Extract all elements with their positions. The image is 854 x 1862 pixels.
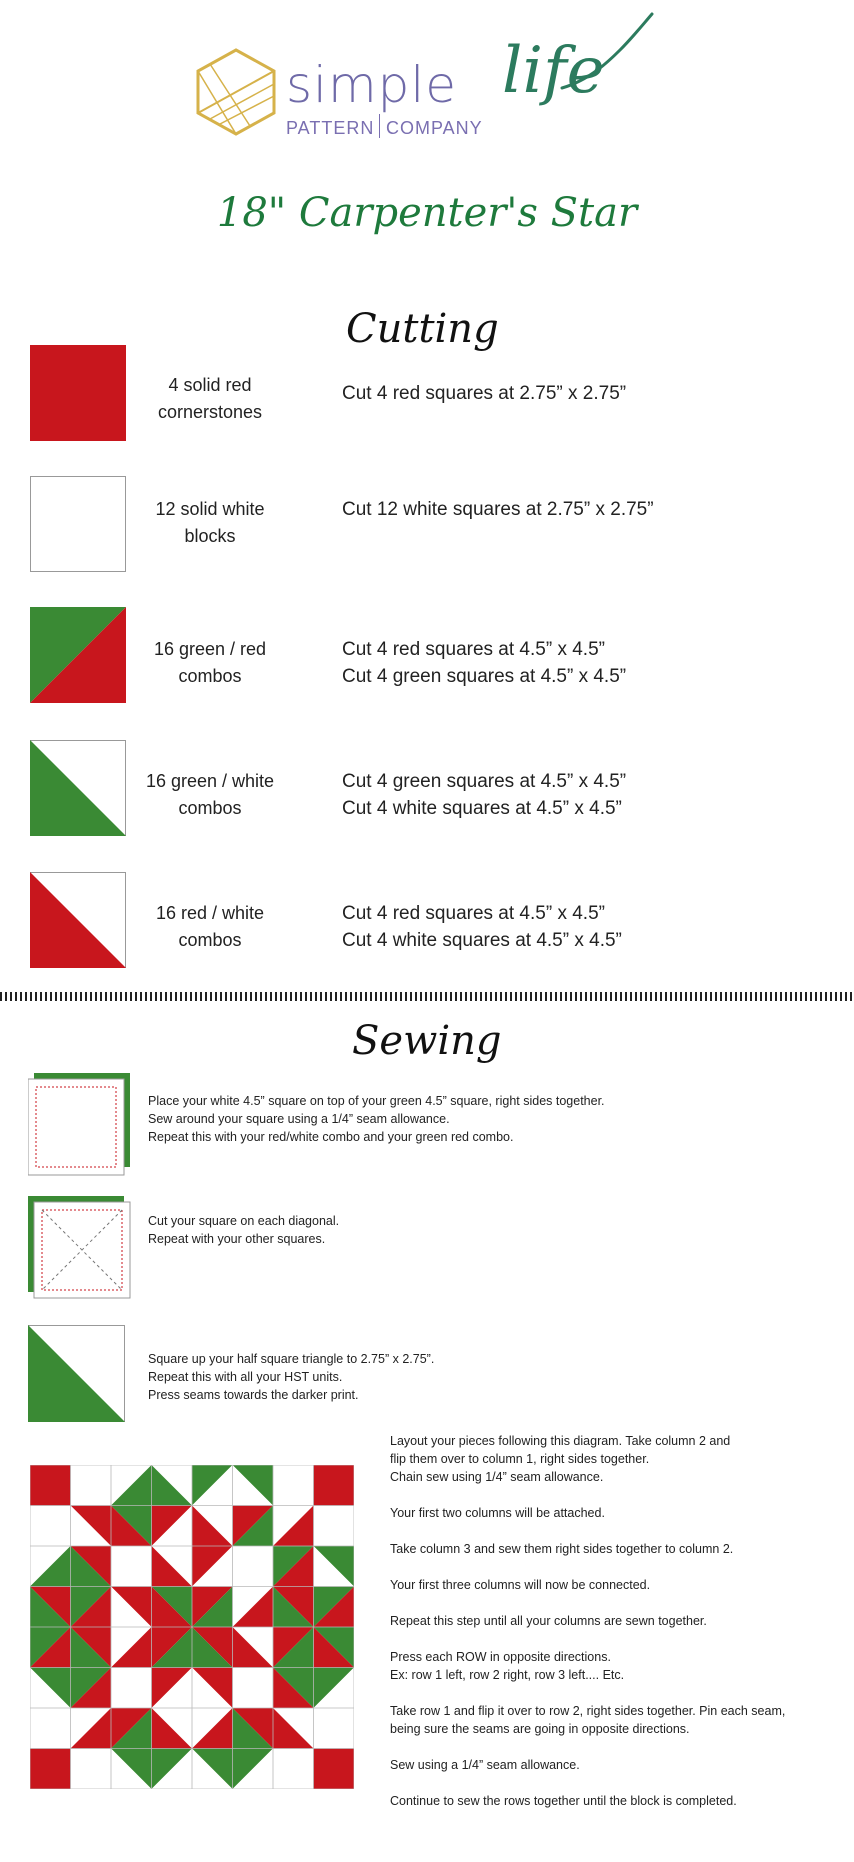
quilt-block	[152, 1546, 193, 1587]
cutting-heading: Cutting	[346, 306, 499, 352]
quilt-block	[233, 1749, 274, 1790]
cut-label: 16 green / white combos	[145, 771, 275, 818]
quilt-block	[233, 1708, 274, 1749]
quilt-block	[111, 1546, 152, 1587]
logo-hexagon-icon	[190, 46, 282, 138]
quilt-block	[30, 1749, 71, 1790]
quilt-block	[273, 1546, 314, 1587]
logo-sub-company: COMPANY	[386, 118, 483, 138]
quilt-block	[111, 1668, 152, 1709]
quilt-block	[152, 1587, 193, 1628]
quilt-block	[233, 1546, 274, 1587]
quilt-block	[30, 1668, 71, 1709]
quilt-block	[152, 1708, 193, 1749]
quilt-block	[273, 1708, 314, 1749]
logo-word-simple: simple	[286, 56, 458, 114]
quilt-block	[233, 1668, 274, 1709]
cut-label: 12 solid white blocks	[155, 499, 265, 546]
quilt-block	[111, 1627, 152, 1668]
quilt-block	[192, 1627, 233, 1668]
quilt-block	[273, 1587, 314, 1628]
sewing-heading: Sewing	[352, 1018, 502, 1064]
cut-label: 16 green / red combos	[153, 639, 267, 686]
sew-step-text: Cut your square on each diagonal. Repeat with your other squares.	[148, 1214, 340, 1246]
cut-swatch-green-red	[30, 607, 126, 703]
page-title: 18" Carpenter's Star	[216, 190, 638, 236]
cut-instruction: Cut 4 red squares at 4.5” x 4.5” Cut 4 white squares at 4.5” x 4.5”	[342, 903, 622, 951]
quilt-block	[192, 1587, 233, 1628]
section-divider	[0, 992, 854, 1001]
quilt-block	[273, 1506, 314, 1547]
quilt-block	[71, 1749, 112, 1790]
layout-instructions: Layout your pieces following this diagram. Take column 2 and flip them over to column 1, right sides together. Chain sew using 1/4” seam allowance. Your first two columns will be attached. Take column 3 and sew them right sides together to column 2. Your first three columns will now be connected. Repeat this step until all your columns are sewn together. Press each ROW in opposite directions. Ex: row 1 left, row 2 right, row 3 left.... Etc. Take row 1 and flip it over to row 2, right sides together. Pin each seam, being sure the seams are going in opposite directions. Sew using a 1/4” seam allowance. Continue to sew the rows together until the block is completed.	[390, 1434, 786, 1808]
quilt-block	[233, 1506, 274, 1547]
cut-instruction: Cut 4 green squares at 4.5” x 4.5” Cut 4 white squares at 4.5” x 4.5”	[342, 771, 627, 819]
quilt-block	[152, 1506, 193, 1547]
logo-swash-icon	[560, 10, 660, 100]
cut-label: 4 solid red cornerstones	[157, 375, 263, 422]
quilt-block	[233, 1465, 274, 1506]
quilt-block	[111, 1465, 152, 1506]
quilt-block	[314, 1708, 355, 1749]
quilt-block	[71, 1465, 112, 1506]
quilt-block	[314, 1627, 355, 1668]
sew-step-2-illustration	[28, 1196, 132, 1300]
quilt-block	[273, 1749, 314, 1790]
cut-swatch-green-white	[30, 740, 126, 836]
sew-step-3-illustration	[28, 1325, 126, 1423]
quilt-block	[233, 1587, 274, 1628]
quilt-block	[30, 1587, 71, 1628]
quilt-block	[111, 1749, 152, 1790]
quilt-block	[111, 1708, 152, 1749]
quilt-block	[111, 1506, 152, 1547]
quilt-block	[314, 1587, 355, 1628]
logo-word-life: life	[502, 34, 605, 108]
quilt-block	[71, 1506, 112, 1547]
quilt-block	[192, 1506, 233, 1547]
quilt-block	[111, 1587, 152, 1628]
sew-step-text: Square up your half square triangle to 2.75” x 2.75”. Repeat this with all your HST units. Press seams towards the darker print.	[148, 1352, 435, 1402]
quilt-block	[192, 1546, 233, 1587]
cut-instruction: Cut 12 white squares at 2.75” x 2.75”	[342, 499, 654, 520]
quilt-block	[30, 1506, 71, 1547]
quilt-block	[192, 1465, 233, 1506]
sew-step-1-illustration	[28, 1073, 132, 1177]
quilt-block	[71, 1587, 112, 1628]
logo-sub-divider	[379, 114, 380, 138]
quilt-block	[30, 1465, 71, 1506]
quilt-block	[152, 1668, 193, 1709]
quilt-block	[314, 1506, 355, 1547]
cut-swatch-red	[30, 345, 126, 441]
quilt-block	[152, 1749, 193, 1790]
quilt-block	[71, 1708, 112, 1749]
cut-instruction: Cut 4 red squares at 4.5” x 4.5” Cut 4 green squares at 4.5” x 4.5”	[342, 639, 627, 687]
quilt-block	[192, 1708, 233, 1749]
quilt-block	[273, 1627, 314, 1668]
quilt-block	[192, 1749, 233, 1790]
quilt-block	[30, 1627, 71, 1668]
cut-label: 16 red / white combos	[155, 903, 265, 950]
quilt-block	[192, 1668, 233, 1709]
quilt-block	[71, 1668, 112, 1709]
quilt-block	[314, 1465, 355, 1506]
quilt-block	[71, 1627, 112, 1668]
quilt-block	[273, 1465, 314, 1506]
cut-instruction: Cut 4 red squares at 2.75” x 2.75”	[342, 383, 627, 404]
quilt-block	[233, 1627, 274, 1668]
quilt-block	[30, 1708, 71, 1749]
quilt-layout-diagram	[30, 1465, 354, 1789]
quilt-block	[152, 1465, 193, 1506]
logo	[190, 34, 610, 146]
logo-sub-pattern: PATTERN	[286, 118, 375, 138]
sew-step-text: Place your white 4.5” square on top of your green 4.5” square, right sides together. Sew around your square using a 1/4” seam allowance. Repeat this with your red/white combo and your green red combo.	[148, 1094, 605, 1144]
quilt-block	[314, 1749, 355, 1790]
quilt-block	[314, 1546, 355, 1587]
cut-swatch-red-white	[30, 872, 126, 968]
quilt-block	[71, 1546, 112, 1587]
cut-swatch-white	[30, 476, 126, 572]
quilt-block	[152, 1627, 193, 1668]
quilt-block	[273, 1668, 314, 1709]
quilt-block	[314, 1668, 355, 1709]
quilt-block	[30, 1546, 71, 1587]
